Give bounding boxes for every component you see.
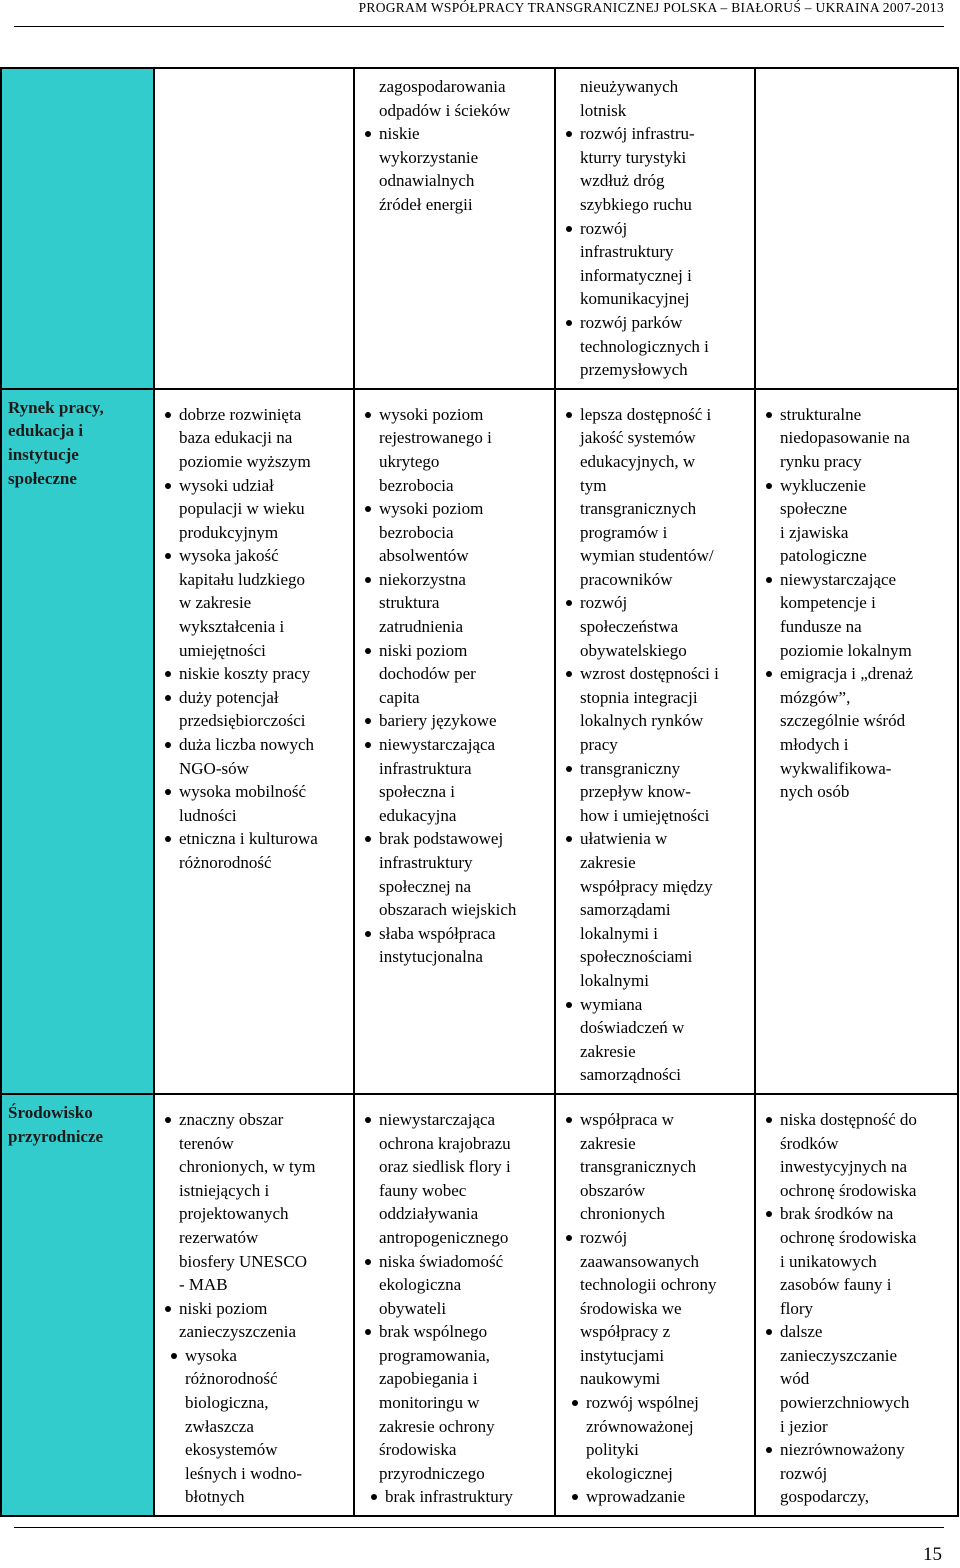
list-item-continuation: zakresie ochrony: [379, 1416, 495, 1436]
list-item-continuation: transgranicznych: [580, 1157, 697, 1177]
list-item-continuation: how i umiejętności: [580, 805, 710, 825]
list-item-continuation: środowiska: [379, 1440, 457, 1460]
list-item-continuation: informatycznej i: [580, 265, 692, 285]
list-item-continuation: doświadczeń w: [580, 1018, 685, 1038]
list-item-continuation: edukacyjnych, w: [580, 451, 696, 471]
list-item-continuation: kapitału ludzkiego: [179, 569, 306, 589]
list-item-continuation: odnawialnych: [379, 171, 475, 191]
list-item-continuation: szczególnie wśród: [780, 711, 906, 731]
list-item: wprowadzanie: [562, 1485, 750, 1509]
list-item-continuation: ekosystemów: [185, 1440, 278, 1460]
list-item-continuation: ludności: [179, 805, 237, 825]
list-item-continuation: wymian studentów/: [580, 546, 714, 566]
list-item-continuation: obywateli: [379, 1298, 447, 1318]
list-item: niskie: [361, 122, 550, 146]
list-item-continuation: szybkiego ruchu: [580, 194, 692, 214]
list-item: niekorzystna: [361, 568, 550, 592]
list-item-continuation: wykorzystanie: [379, 147, 479, 167]
list-item: wysoka jakość: [161, 544, 349, 568]
list-item-continuation: absolwentów: [379, 546, 469, 566]
list-item-continuation: ukrytego: [379, 451, 440, 471]
list-item: brak podstawowej: [361, 827, 550, 851]
list-item-continuation: tym: [580, 475, 607, 495]
list-item: lepsza dostępność i: [562, 403, 750, 427]
list-item-continuation: kturry turystyki: [580, 147, 687, 167]
list-item-continuation: biologiczna,: [185, 1393, 269, 1413]
category-cell: [1, 1094, 154, 1516]
list-item: rozwój wspólnej: [562, 1391, 750, 1415]
list-item-continuation: infrastruktury: [379, 853, 473, 872]
list-item: rozwój: [562, 217, 750, 241]
list-item-continuation: powierzchniowych: [780, 1393, 910, 1413]
list-item-continuation: i jezior: [780, 1416, 828, 1436]
list-item-continuation: edukacyjna: [379, 805, 457, 825]
list-item: strukturalne: [762, 403, 953, 427]
list-item: transgraniczny: [562, 757, 750, 781]
list-item-continuation: jakość systemów: [580, 428, 696, 448]
list-item-continuation: społeczna i: [379, 782, 455, 802]
list-item-continuation: środków: [780, 1133, 839, 1153]
list-item-continuation: instytucjami: [580, 1345, 665, 1365]
list-item-continuation: rozwój: [780, 1463, 828, 1483]
list-item-continuation: zaawansowanych: [580, 1251, 699, 1271]
list-item-continuation: terenów: [179, 1133, 234, 1153]
list-item-continuation: populacji w wieku: [179, 499, 305, 519]
list-item-continuation: fundusze na: [780, 617, 862, 637]
list-item-continuation: i unikatowych: [780, 1251, 877, 1271]
list-item-continuation: transgranicznych: [580, 499, 697, 519]
list-item-continuation: rynku pracy: [780, 451, 862, 471]
list-item-continuation: przedsiębiorczości: [179, 711, 306, 731]
list-item-continuation: patologiczne: [780, 546, 867, 566]
list-item-continuation: obywatelskiego: [580, 640, 687, 660]
list-item-continuation: pracowników: [580, 569, 673, 589]
list-item-continuation: wykwalifikowa-: [780, 758, 892, 778]
program-title: PROGRAM WSPÓŁPRACY TRANSGRANICZNEJ POLSKA – BIAŁORUŚ – UKRAINA 2007-2013: [358, 0, 944, 15]
list-item: wymiana: [562, 993, 750, 1017]
list-item-continuation: technologii ochrony: [580, 1275, 717, 1295]
list-item-continuation: chronionych, w tym: [179, 1157, 316, 1177]
threats-cell: [755, 68, 958, 389]
list-item-continuation: niedopasowanie na: [780, 428, 910, 448]
list-item-continuation: capita: [379, 687, 420, 707]
list-item: niewystarczające: [762, 568, 953, 592]
list-item-continuation: przyrodniczego: [379, 1463, 485, 1483]
list-item-continuation: stopnia integracji: [580, 687, 698, 707]
list-item-continuation: zakresie: [580, 1041, 636, 1061]
list-item-continuation: dochodów per: [379, 664, 476, 684]
list-item-continuation: społeczeństwa: [580, 617, 679, 637]
list-item-continuation: gospodarczy,: [780, 1487, 870, 1507]
list-item-continuation: lotnisk: [580, 100, 627, 120]
list-item-continuation: obszarach wiejskich: [379, 900, 517, 920]
list-item-continuation: umiejętności: [179, 640, 266, 660]
list-item: wzrost dostępności i: [562, 662, 750, 686]
opportunities-cell: [555, 1094, 755, 1516]
list-item: niewystarczająca: [361, 1108, 550, 1132]
list-item-continuation: i zjawiska: [780, 522, 849, 542]
list-item-continuation: zapobiegania i: [379, 1369, 478, 1389]
list-item-continuation: młodych i: [780, 735, 849, 755]
list-item-continuation: ochronę środowiska: [780, 1227, 917, 1247]
list-item-continuation: biosfery UNESCO: [179, 1251, 307, 1271]
list-item-continuation: lokalnymi: [580, 970, 649, 990]
list-item: słaba współpraca: [361, 922, 550, 946]
opportunities-cell: [555, 68, 755, 389]
list-item-continuation: zagospodarowania: [379, 77, 506, 96]
footer-rule: [14, 1527, 944, 1528]
list-item-continuation: infrastruktura: [379, 758, 472, 778]
list-item-continuation: naukowymi: [580, 1369, 661, 1389]
list-item-continuation: rejestrowanego i: [379, 428, 492, 448]
list-item-continuation: wód: [780, 1369, 810, 1389]
list-item-continuation: w zakresie: [179, 593, 252, 613]
list-item-continuation: bezrobocia: [379, 522, 454, 542]
list-item-continuation: mózgów”,: [780, 687, 851, 707]
category-cell: [1, 389, 154, 1094]
list-item: wysoki udział: [161, 474, 349, 498]
list-item: bariery językowe: [361, 709, 550, 733]
list-item-continuation: zakresie: [580, 1133, 636, 1153]
list-item: duży potencjał: [161, 686, 349, 710]
list-item: brak środków na: [762, 1202, 953, 1226]
list-item-continuation: ochrona krajobrazu: [379, 1133, 511, 1153]
list-item-continuation: pracy: [580, 735, 618, 755]
table-row: [1, 1094, 958, 1516]
weaknesses-cell: [354, 389, 555, 1094]
list-item: ułatwienia w: [562, 827, 750, 851]
list-item-continuation: zwłaszcza: [185, 1416, 254, 1436]
list-item: duża liczba nowych: [161, 733, 349, 757]
category-label: Środowisko przyrodnicze: [8, 1102, 104, 1146]
list-item-continuation: przepływ know-: [580, 782, 691, 802]
list-item-continuation: społecznej na: [379, 876, 472, 896]
list-item-continuation: ochronę środowiska: [780, 1180, 917, 1200]
list-item-continuation: współpracy między: [580, 876, 713, 896]
list-item-continuation: inwestycyjnych na: [780, 1157, 907, 1177]
strengths-cell: [154, 1094, 354, 1516]
strengths-cell: [154, 68, 354, 389]
list-item-continuation: środowiska we: [580, 1298, 682, 1318]
list-item-continuation: struktura: [379, 593, 440, 613]
threats-cell: [755, 1094, 958, 1516]
list-item-continuation: błotnych: [185, 1487, 245, 1507]
threats-cell: [755, 389, 958, 1094]
list-item-continuation: programów i: [580, 522, 668, 542]
list-item-continuation: produkcyjnym: [179, 522, 279, 542]
list-item-continuation: flory: [780, 1298, 814, 1318]
list-item-continuation: społeczne: [780, 499, 848, 519]
list-item-continuation: oddziaływania: [379, 1204, 479, 1224]
list-item: brak wspólnego: [361, 1320, 550, 1344]
list-item: wysoka mobilność: [161, 780, 349, 804]
list-item-continuation: społecznościami: [580, 947, 693, 967]
list-item: rozwój parków: [562, 311, 750, 335]
list-item: brak infrastruktury: [361, 1485, 550, 1509]
list-item: wysoki poziom: [361, 497, 550, 521]
list-item-continuation: istniejących i: [179, 1180, 270, 1200]
list-item-continuation: nych osób: [780, 782, 850, 802]
list-item: niski poziom: [161, 1297, 349, 1321]
list-item-continuation: przemysłowych: [580, 360, 688, 380]
list-item: wysoka: [161, 1344, 349, 1368]
list-item-continuation: odpadów i ścieków: [379, 100, 511, 120]
list-item-continuation: monitoringu w: [379, 1393, 480, 1413]
list-item: znaczny obszar: [161, 1108, 349, 1132]
list-item-continuation: zanieczyszczenia: [179, 1322, 297, 1342]
list-item-continuation: projektowanych: [179, 1204, 289, 1224]
category-cell: [1, 68, 154, 389]
list-item: etniczna i kulturowa: [161, 827, 349, 851]
list-item-continuation: zasobów fauny i: [780, 1275, 892, 1295]
list-item: rozwój: [562, 591, 750, 615]
list-item-continuation: wzdłuż dróg: [580, 171, 665, 191]
list-item-continuation: zatrudnienia: [379, 617, 464, 637]
list-item: emigracja i „drenaż: [762, 662, 953, 686]
list-item: niezrównoważony: [762, 1438, 953, 1462]
list-item-continuation: fauny wobec: [379, 1180, 467, 1200]
list-item: dobrze rozwinięta: [161, 403, 349, 427]
list-item-continuation: lokalnymi i: [580, 923, 658, 943]
list-item-continuation: różnorodność: [179, 853, 272, 872]
weaknesses-cell: [354, 1094, 555, 1516]
list-item-continuation: komunikacyjnej: [580, 289, 690, 309]
list-item-continuation: - MAB: [179, 1275, 228, 1295]
list-item-continuation: programowania,: [379, 1345, 490, 1365]
list-item: rozwój: [562, 1226, 750, 1250]
list-item-continuation: infrastruktury: [580, 242, 674, 262]
list-item: niskie koszty pracy: [161, 662, 349, 686]
list-item-continuation: ekologicznej: [586, 1463, 673, 1483]
list-item: niewystarczająca: [361, 733, 550, 757]
opportunities-cell: [555, 389, 755, 1094]
header-rule: [14, 26, 944, 27]
list-item-continuation: źródeł energii: [379, 194, 473, 214]
swot-table: [0, 67, 959, 1517]
list-item-continuation: wykształcenia i: [179, 617, 285, 637]
list-item-continuation: polityki: [586, 1440, 639, 1460]
list-item: niska dostępność do: [762, 1108, 953, 1132]
table-row: [1, 68, 958, 389]
category-label: Rynek pracy, edukacja i instytucje społeczne: [8, 397, 104, 488]
list-item-continuation: leśnych i wodno-: [185, 1463, 303, 1483]
list-item-continuation: instytucjonalna: [379, 947, 483, 967]
list-item-continuation: samorządami: [580, 900, 671, 920]
list-item: rozwój infrastru-: [562, 122, 750, 146]
list-item-continuation: zakresie: [580, 853, 636, 872]
list-item-continuation: samorządności: [580, 1065, 682, 1085]
list-item-continuation: technologicznych i: [580, 336, 709, 356]
list-item-continuation: zrównoważonej: [586, 1416, 694, 1436]
list-item-continuation: antropogenicznego: [379, 1227, 509, 1247]
list-item: wykluczenie: [762, 474, 953, 498]
list-item-continuation: chronionych: [580, 1204, 665, 1224]
list-item-continuation: obszarów: [580, 1180, 646, 1200]
list-item: dalsze: [762, 1320, 953, 1344]
list-item: wysoki poziom: [361, 403, 550, 427]
list-item-continuation: rezerwatów: [179, 1227, 259, 1247]
list-item-continuation: oraz siedlisk flory i: [379, 1157, 511, 1177]
list-item-continuation: baza edukacji na: [179, 428, 293, 448]
table-row: [1, 389, 958, 1094]
list-item: niski poziom: [361, 639, 550, 663]
running-header: [0, 0, 944, 26]
page-number: 15: [923, 1544, 942, 1565]
list-item-continuation: zanieczyszczanie: [780, 1345, 898, 1365]
list-item-continuation: nieużywanych: [580, 77, 679, 96]
list-item-continuation: różnorodność: [185, 1369, 278, 1389]
list-item-continuation: poziomie wyższym: [179, 451, 311, 471]
weaknesses-cell: [354, 68, 555, 389]
list-item: niska świadomość: [361, 1250, 550, 1274]
list-item-continuation: bezrobocia: [379, 475, 454, 495]
list-item-continuation: współpracy z: [580, 1322, 671, 1342]
list-item: współpraca w: [562, 1108, 750, 1132]
strengths-cell: [154, 389, 354, 1094]
list-item-continuation: ekologiczna: [379, 1275, 462, 1295]
list-item-continuation: kompetencje i: [780, 593, 876, 613]
list-item-continuation: poziomie lokalnym: [780, 640, 912, 660]
list-item-continuation: NGO-sów: [179, 758, 249, 778]
list-item-continuation: lokalnych rynków: [580, 711, 704, 731]
